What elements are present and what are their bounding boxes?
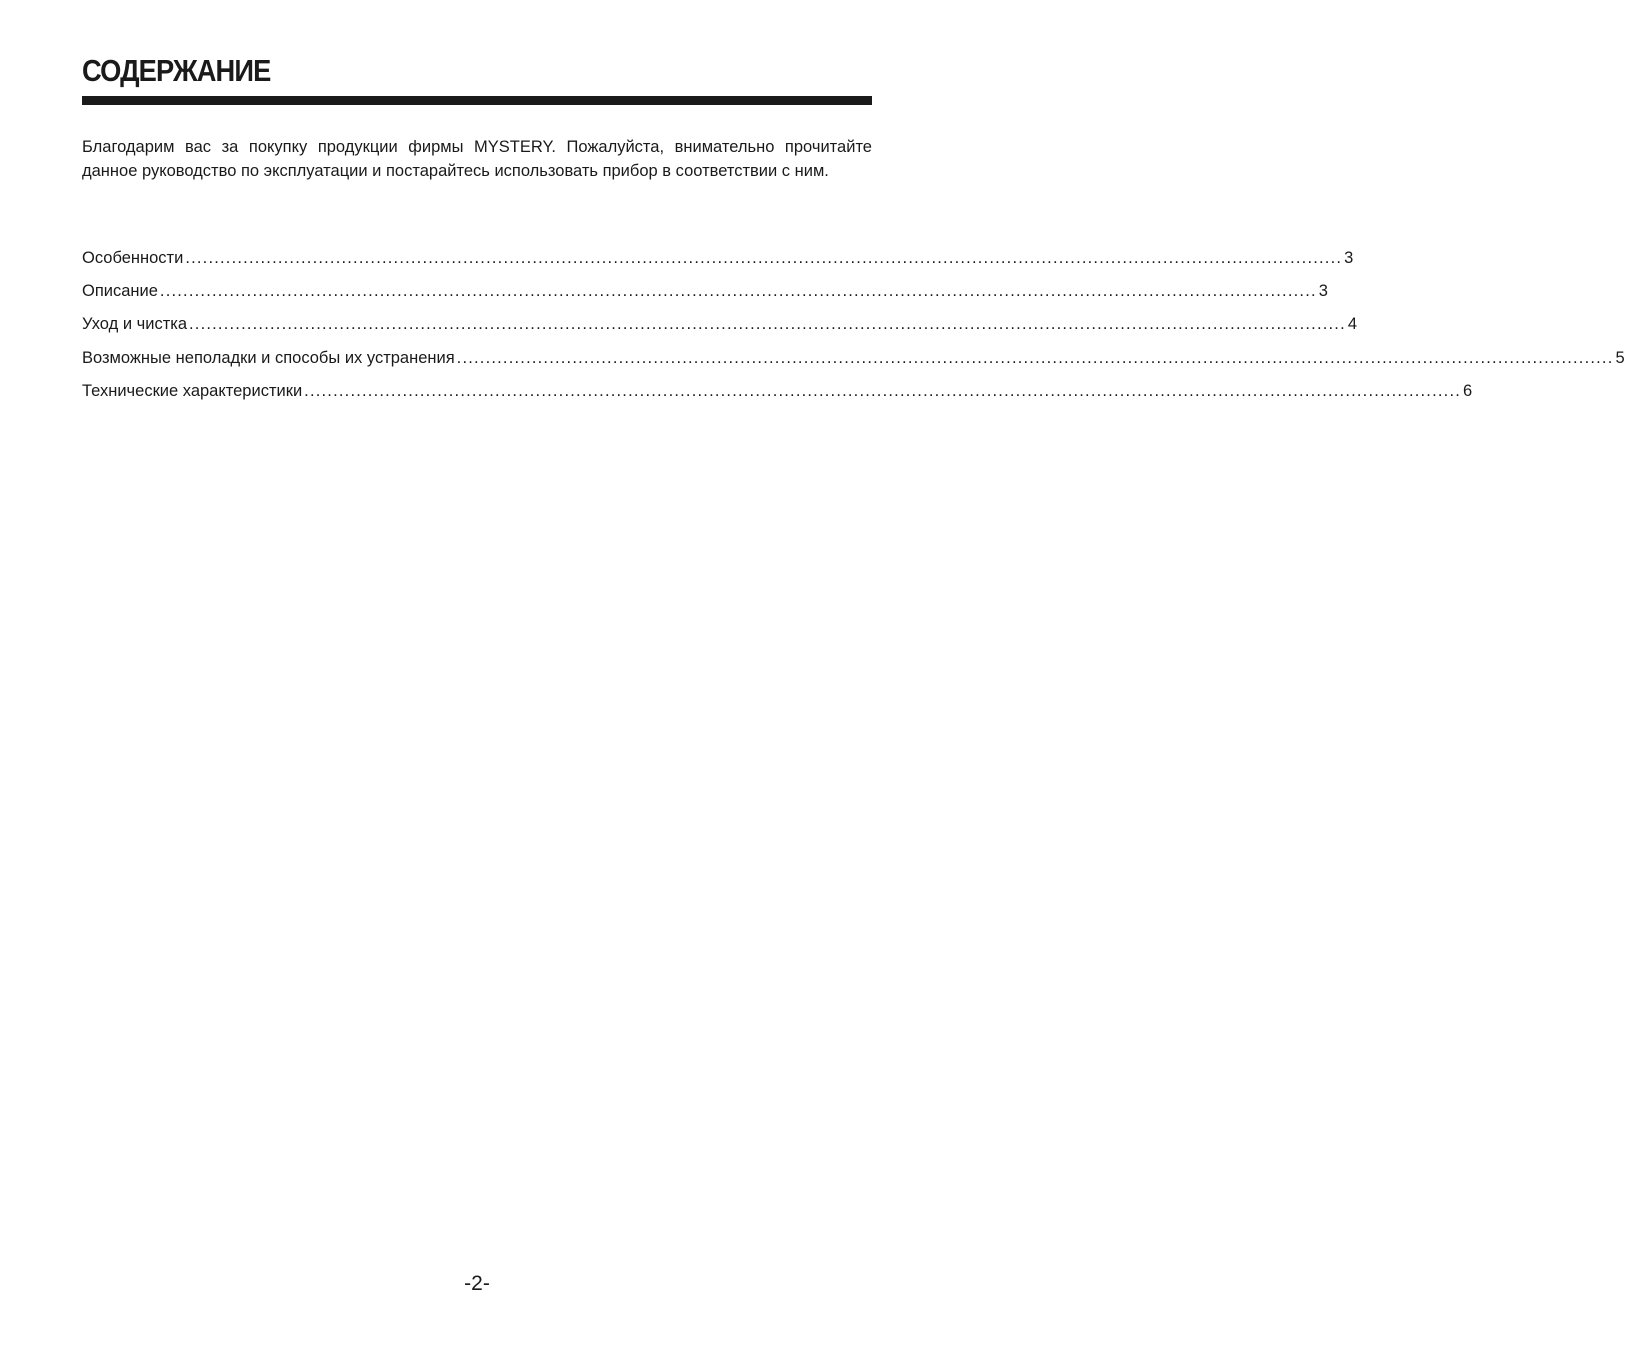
toc-dot-leader: ........................................................................................................................................................................................................ [185,249,1343,267]
toc-entry-page: 5 [1615,348,1625,367]
toc-entry-page: 4 [1347,315,1358,334]
page-title: СОДЕРЖАНИЕ [82,53,271,88]
toc-dot-leader: ........................................................................................................................................................................................................ [159,282,1317,301]
toc-dot-leader: ........................................................................................................................................................................................................ [304,381,1462,400]
toc-entry-label: Описание [82,282,158,301]
toc-entry-features[interactable] [82,246,1354,279]
toc-entry-description[interactable] [82,279,1328,312]
toc-entry-page: 3 [1318,282,1328,301]
toc-entry-care-cleaning[interactable] [82,312,1358,345]
toc-dot-leader: ........................................................................................................................................................................................................ [456,348,1614,367]
toc-entry-label: Технические характеристики [82,381,303,400]
table-of-contents [82,246,1625,412]
title-underline-rule [82,96,872,105]
page-number: -2- [464,1272,490,1295]
intro-paragraph: Благодарим вас за покупку продукции фирмы MYSTERY. Пожалуйста, внимательно прочитайте данное руководство по эксплуатации и постарайтесь использовать прибор в соответствии с ним. [82,138,872,180]
toc-entry-label: Особенности [82,249,184,267]
toc-entry-page: 3 [1344,249,1354,267]
toc-entry-page: 6 [1463,381,1473,400]
toc-entry-label: Уход и чистка [82,315,188,334]
toc-dot-leader: ........................................................................................................................................................................................................ [189,315,1346,334]
toc-entry-label: Возможные неполадки и способы их устранения [82,348,455,367]
toc-entry-troubleshooting[interactable] [82,346,1625,379]
toc-entry-specifications[interactable] [82,379,1473,412]
